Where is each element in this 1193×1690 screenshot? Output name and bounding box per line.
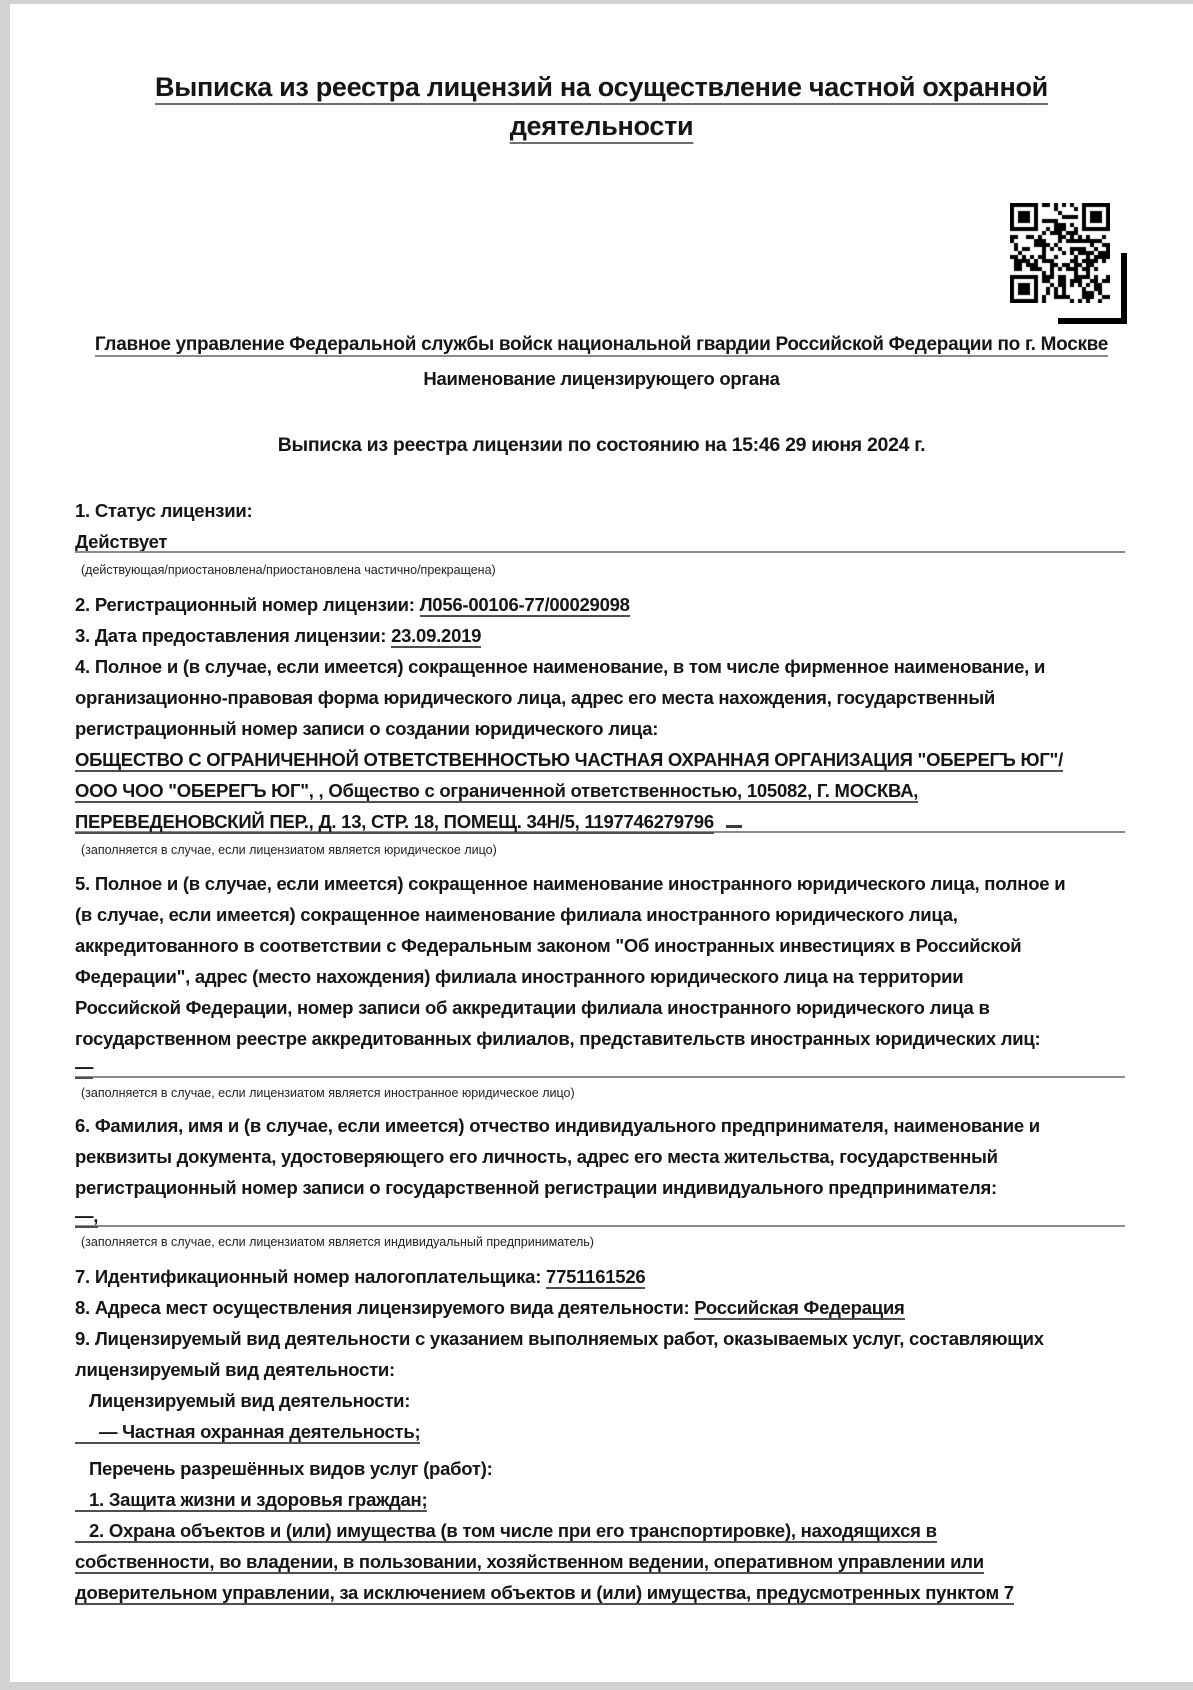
section4-note: (заполняется в случае, если лицензиатом является юридическое лицо) [81, 843, 497, 857]
registration-number-row [75, 589, 1135, 620]
section5-text-line: (в случае, если имеется) сокращенное наименование филиала иностранного юридического лица, [75, 904, 958, 925]
organization-address-line [75, 806, 1135, 837]
qr-corner-bracket-icon [1058, 253, 1127, 324]
service-item-2-text: 2. Охрана объектов и (или) имущества (в том числе при его транспортировке), находящихся в [75, 1520, 937, 1543]
section6-text-line: реквизиты документа, удостоверяющего его личность, адрес его места жительства, государственный [75, 1146, 998, 1167]
section6-text-line: регистрационный номер записи о государственной регистрации индивидуального предпринимателя: [75, 1177, 997, 1198]
fill-line-tail [726, 807, 742, 828]
services-list-label [75, 1453, 1135, 1484]
activity-type-value-row [75, 1416, 1135, 1447]
section5-value-row [75, 1054, 1135, 1080]
service-item-2-text: доверительном управлении, за исключением объектов и (или) имущества, предусмотренных пунктом 7 [75, 1582, 1014, 1603]
license-date-row [75, 620, 1135, 651]
license-status-note: (действующая/приостановлена/приостановлена частично/прекращена) [81, 563, 496, 577]
section4-text-line: организационно-правовая форма юридического лица, адрес его места нахождения, государственный [75, 687, 996, 708]
license-status-label: 1. Статус лицензии: [75, 500, 253, 521]
organization-address-text: ПЕРЕВЕДЕНОВСКИЙ ПЕР., Д. 13, СТР. 18, ПОМЕЩ. 34Н/5, 1197746279796 [75, 811, 714, 832]
organization-name-text: ОБЩЕСТВО С ОГРАНИЧЕННОЙ ОТВЕТСТВЕННОСТЬЮ ЧАСТНАЯ ОХРАННАЯ ОРГАНИЗАЦИЯ "ОБЕРЕГЪ ЮГ"/ [75, 749, 1063, 770]
service-item-2-text: собственности, во владении, в пользовании, хозяйственном ведении, оперативном управлении или [75, 1551, 984, 1572]
document-page [10, 4, 1193, 1682]
license-status-value: Действует [75, 531, 168, 552]
organization-name-line [75, 775, 1135, 806]
section9-text-line: лицензируемый вид деятельности: [75, 1359, 395, 1380]
section5-text-line: государственном реестре аккредитованных филиалов, представительств иностранных юридических лиц: [75, 1028, 1041, 1049]
section6-empty-value: —, [75, 1205, 99, 1226]
section5-note: (заполняется в случае, если лицензиатом является иностранное юридическое лицо) [81, 1086, 575, 1100]
service-item-2-row [75, 1515, 1135, 1546]
section5-text-line: Федерации", адрес (место нахождения) филиала иностранного юридического лица на территории [75, 966, 964, 987]
section4-text-line: 4. Полное и (в случае, если имеется) сокращенное наименование, в том числе фирменное наименование, и [75, 656, 1046, 677]
section6-text-line: 6. Фамилия, имя и (в случае, если имеется) отчество индивидуального предпринимателя, наименование и [75, 1115, 1040, 1136]
section5-text-line: Российской Федерации, номер записи об аккредитации филиала иностранного юридического лица в [75, 997, 990, 1018]
taxpayer-id-label: 7. Идентификационный номер налогоплательщика: [75, 1266, 542, 1287]
section5-text-line: 5. Полное и (в случае, если имеется) сокращенное наименование иностранного юридического лица, полное и [75, 873, 1066, 894]
section5-text-line: аккредитованного в соответствии с Федеральным законом "Об иностранных инвестициях в Российской [75, 935, 1022, 956]
section6-value-row [75, 1203, 1135, 1229]
activity-address-label: 8. Адреса мест осуществления лицензируемого вида деятельности: [75, 1297, 690, 1318]
activity-type-label [75, 1385, 1135, 1416]
section5-empty-value: — [75, 1056, 94, 1077]
section6-note: (заполняется в случае, если лицензиатом является индивидуальный предприниматель) [81, 1235, 594, 1249]
activity-type-value: — Частная охранная деятельность; [75, 1421, 420, 1444]
service-item-2-row [75, 1577, 1135, 1608]
license-date-label: 3. Дата предоставления лицензии: [75, 625, 387, 646]
service-item-1-row [75, 1484, 1135, 1515]
taxpayer-id-row [75, 1261, 1135, 1292]
registration-number-label: 2. Регистрационный номер лицензии: [75, 594, 415, 615]
taxpayer-id-value: 7751161526 [546, 1266, 646, 1287]
license-date-value: 23.09.2019 [391, 625, 482, 646]
services-list-label-text: Перечень разрешённых видов услуг (работ): [89, 1458, 493, 1479]
organization-name-line [75, 744, 1135, 775]
section4-text-line: регистрационный номер записи о создании юридического лица: [75, 718, 659, 739]
activity-address-value: Российская Федерация [694, 1297, 905, 1318]
activity-type-label-text: Лицензируемый вид деятельности: [89, 1390, 411, 1411]
licensing-authority-name: Главное управление Федеральной службы войск национальной гвардии Российской Федерации по г. Москве [94, 334, 1109, 355]
activity-address-row [75, 1292, 1135, 1323]
service-item-2-row [75, 1546, 1135, 1577]
service-item-1: 1. Защита жизни и здоровья граждан; [75, 1489, 427, 1512]
section9-text-line: 9. Лицензируемый вид деятельности с указанием выполняемых работ, оказываемых услуг, составляющих [75, 1328, 1044, 1349]
document-body [10, 495, 1193, 1608]
registration-number-value: Л056-00106-77/00029098 [419, 594, 630, 615]
extract-date-line: Выписка из реестра лицензии по состоянию на 15:46 29 июня 2024 г. [277, 434, 926, 456]
licensing-authority-caption: Наименование лицензирующего органа [423, 368, 780, 389]
document-title: Выписка из реестра лицензий на осуществление частной охранной деятельности [155, 72, 1048, 141]
license-status-value-row [75, 526, 1135, 557]
organization-name-text: ООО ЧОО "ОБЕРЕГЪ ЮГ", , Общество с ограниченной ответственностью, 105082, Г. МОСКВА, [75, 780, 919, 801]
